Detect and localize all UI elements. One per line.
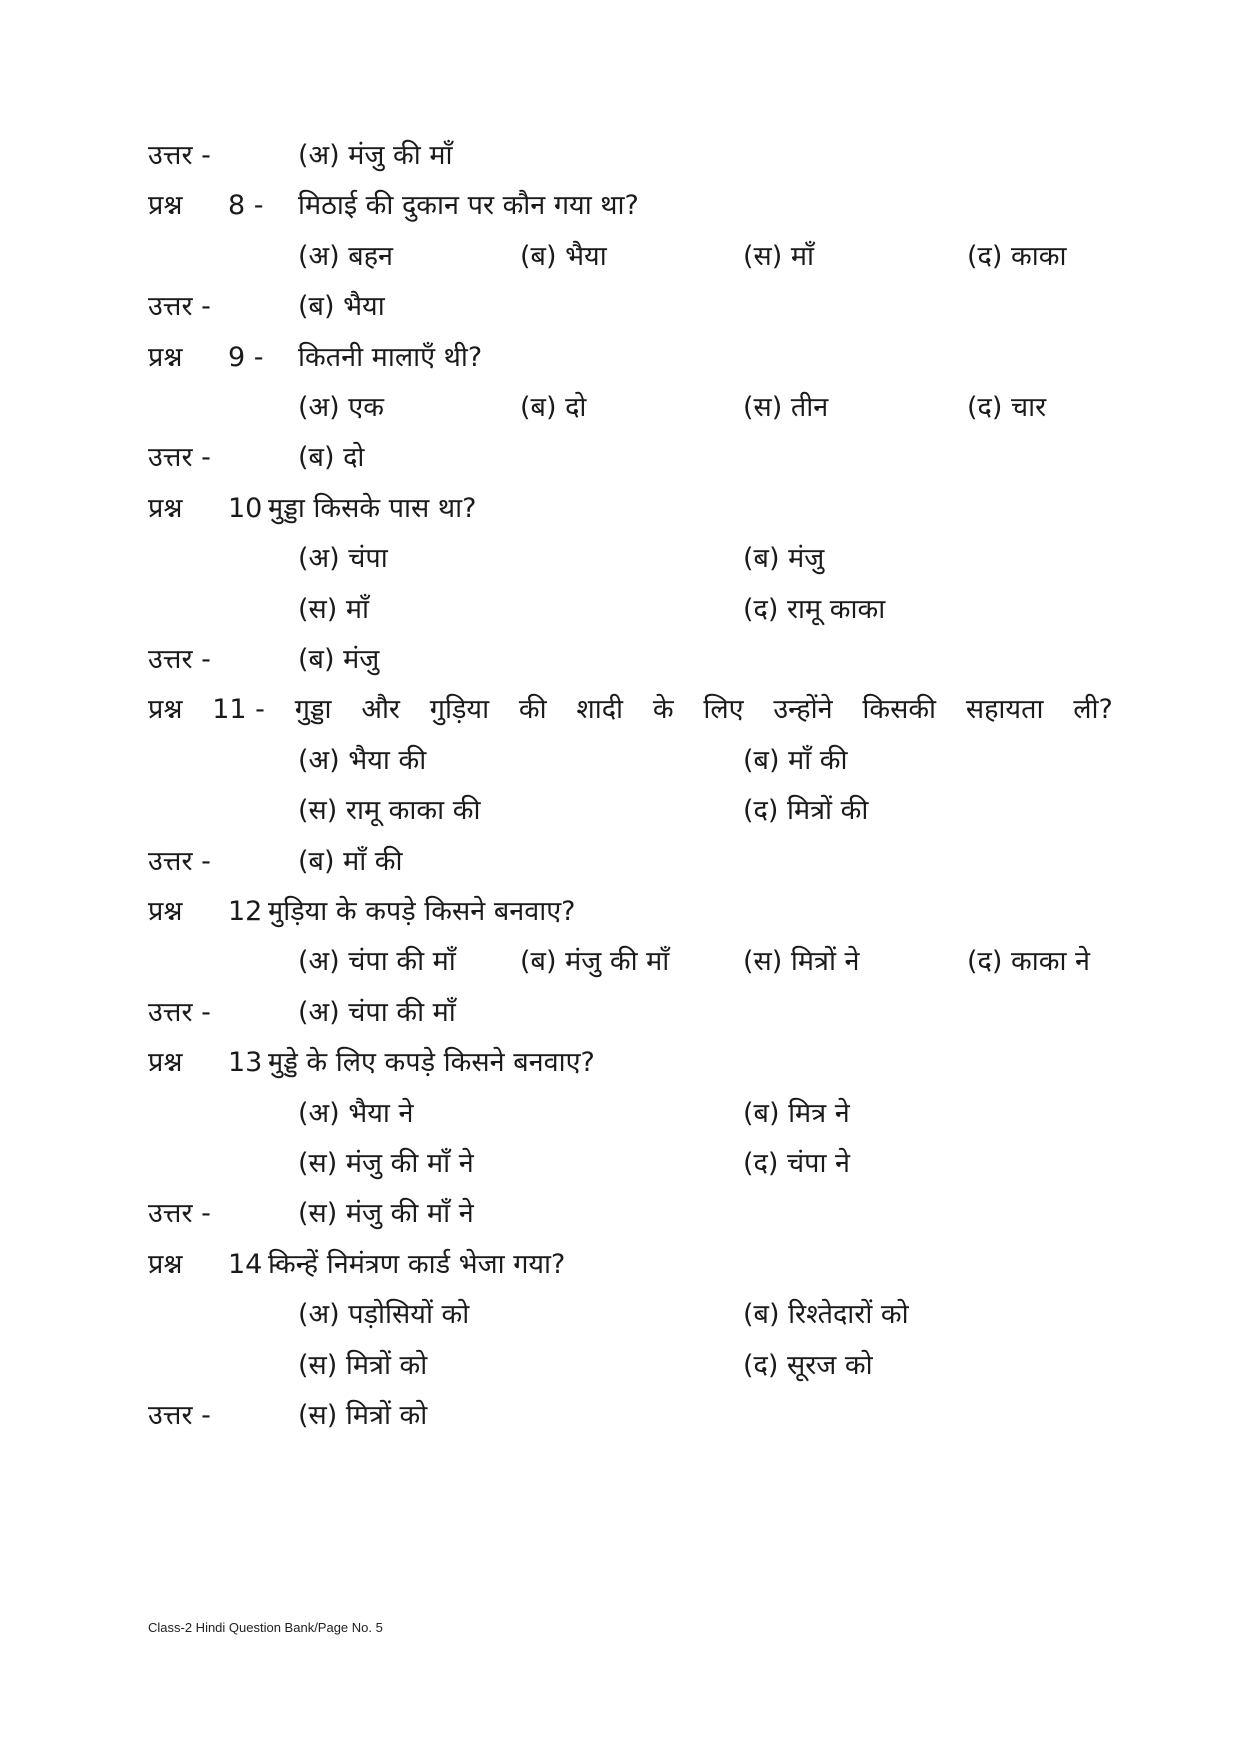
options-row	[0, 1089, 1241, 1139]
answer-label: उत्तर -	[148, 1198, 211, 1230]
option: (ब) माँ की	[743, 744, 848, 776]
options-row	[0, 1290, 1241, 1340]
option: (द) चार	[967, 392, 1047, 423]
question-line	[0, 484, 1241, 534]
option: (द) चंपा ने	[743, 1148, 851, 1179]
question-line	[0, 685, 1241, 735]
question-word: गुड्डा	[294, 694, 332, 726]
question-word: किसकी	[862, 694, 937, 726]
option: (द) रामू काका	[743, 593, 886, 625]
question-word: ली?	[1073, 694, 1113, 726]
option: (स) मित्रों को	[298, 1349, 428, 1381]
answer-label: उत्तर -	[148, 644, 211, 675]
answer-text: (स) मित्रों को	[298, 1400, 428, 1431]
question-label: प्रश्न	[148, 694, 183, 726]
options-row	[0, 534, 1241, 584]
answer-text: (ब) भैया	[298, 291, 385, 323]
answer-text: (ब) दो	[298, 442, 365, 474]
option: (अ) चंपा की माँ	[298, 946, 456, 978]
answer-label: उत्तर -	[148, 140, 211, 171]
option: (ब) मंजु	[743, 543, 825, 575]
option: (ब) मित्र ने	[743, 1097, 850, 1129]
option: (अ) एक	[298, 392, 384, 423]
options-row	[0, 1139, 1241, 1189]
option: (अ) भैया की	[298, 744, 427, 776]
question-word: के	[652, 694, 674, 726]
options-row	[0, 232, 1241, 282]
answer-text: (ब) माँ की	[298, 845, 403, 877]
answer-label: उत्तर -	[148, 442, 211, 474]
option: (ब) भैया	[520, 240, 607, 272]
question-line	[0, 1038, 1241, 1088]
answer-text: (अ) चंपा की माँ	[298, 996, 456, 1028]
answer-text: (अ) मंजु की माँ	[298, 140, 453, 171]
question-number: 8 -	[228, 190, 264, 222]
question-text: गुड्डा किसके पास था?	[268, 492, 477, 524]
question-number: 9 -	[228, 341, 264, 373]
question-number: 13 -	[228, 1047, 281, 1079]
question-text: कितनी मालाएँ थी?	[298, 341, 483, 373]
answer-label: उत्तर -	[148, 291, 211, 323]
option: (स) माँ	[743, 240, 815, 272]
options-row	[0, 1341, 1241, 1391]
question-label: प्रश्न	[148, 190, 183, 222]
answer-line	[0, 988, 1241, 1038]
options-row	[0, 383, 1241, 433]
question-number: 11 -	[212, 694, 265, 726]
answer-text: (ब) मंजु	[298, 644, 380, 675]
question-text: मिठाई की दुकान पर कौन गया था?	[298, 190, 639, 222]
question-word: लिए	[703, 694, 744, 726]
question-number: 14 -	[228, 1248, 281, 1280]
question-line	[0, 1240, 1241, 1290]
option: (स) रामू काका की	[298, 795, 481, 827]
question-label: प्रश्न	[148, 1047, 183, 1079]
option: (ब) मंजु की माँ	[520, 946, 670, 978]
question-label: प्रश्न	[148, 1248, 183, 1280]
option: (स) तीन	[743, 392, 829, 423]
option: (द) काका ने	[967, 946, 1091, 978]
question-text-justified	[148, 685, 1113, 735]
page-footer: Class-2 Hindi Question Bank/Page No. 5	[148, 1620, 383, 1635]
question-line	[0, 333, 1241, 383]
option: (ब) दो	[520, 392, 587, 423]
question-number: 12 -	[228, 896, 281, 927]
options-row	[0, 937, 1241, 987]
question-word: की	[518, 694, 547, 726]
question-word: गुड़िया	[429, 694, 490, 726]
question-word: और	[361, 694, 400, 726]
question-label: प्रश्न	[148, 341, 183, 373]
options-row	[0, 786, 1241, 836]
answer-line	[0, 433, 1241, 483]
question-text: किन्हें निमंत्रण कार्ड भेजा गया?	[268, 1248, 566, 1280]
option: (स) माँ	[298, 593, 370, 625]
question-line	[0, 887, 1241, 937]
answer-line	[0, 131, 1241, 181]
option: (अ) पड़ोसियों को	[298, 1299, 470, 1331]
option: (स) मंजु की माँ ने	[298, 1148, 474, 1179]
question-number: 10 -	[228, 492, 281, 524]
option: (द) सूरज को	[743, 1349, 873, 1381]
question-line	[0, 181, 1241, 231]
answer-line	[0, 1391, 1241, 1441]
question-text: गुड्डे के लिए कपड़े किसने बनवाए?	[268, 1047, 595, 1079]
option: (ब) रिश्तेदारों को	[743, 1299, 909, 1331]
option: (अ) बहन	[298, 240, 394, 272]
question-label: प्रश्न	[148, 896, 183, 927]
answer-line	[0, 837, 1241, 887]
option: (अ) चंपा	[298, 543, 388, 575]
answer-line	[0, 282, 1241, 332]
answer-label: उत्तर -	[148, 996, 211, 1028]
answer-label: उत्तर -	[148, 845, 211, 877]
option: (द) मित्रों की	[743, 795, 869, 827]
question-label: प्रश्न	[148, 492, 183, 524]
question-word: शादी	[576, 694, 624, 726]
answer-text: (स) मंजु की माँ ने	[298, 1198, 474, 1230]
options-row	[0, 736, 1241, 786]
option: (अ) भैया ने	[298, 1097, 414, 1129]
option: (स) मित्रों ने	[743, 946, 860, 978]
question-text: गुड़िया के कपड़े किसने बनवाए?	[268, 896, 576, 927]
answer-line	[0, 635, 1241, 685]
question-word: उन्होंने	[773, 694, 833, 726]
options-row	[0, 585, 1241, 635]
answer-label: उत्तर -	[148, 1400, 211, 1431]
answer-line	[0, 1189, 1241, 1239]
question-word: सहायता	[965, 694, 1044, 726]
option: (द) काका	[967, 240, 1067, 272]
